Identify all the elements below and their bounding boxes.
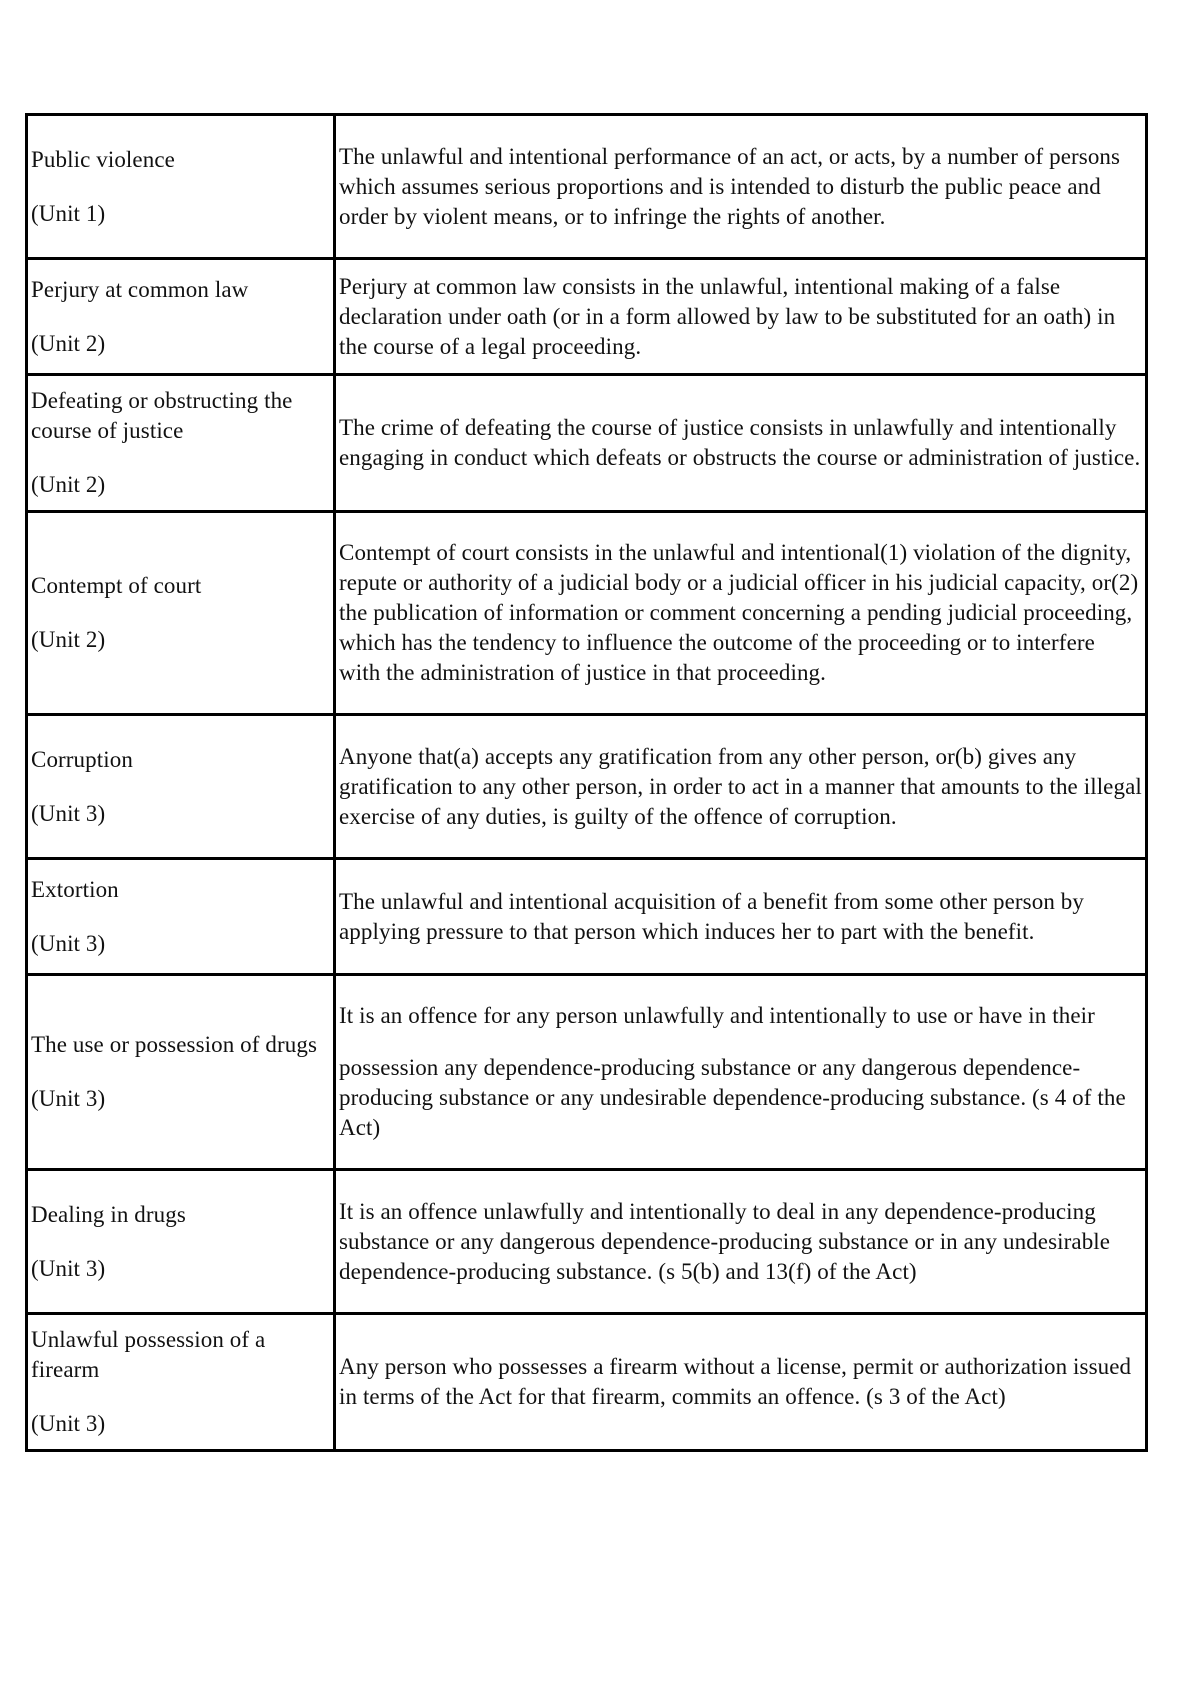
definition-cell	[335, 859, 1147, 975]
table-row	[27, 115, 1147, 259]
term-name: The use or possession of drugs	[31, 1032, 317, 1057]
term-cell	[27, 975, 335, 1170]
definition-text: Any person who possesses a firearm without a license, permit or authorization issued in terms of the Act for that firearm, commits an offence. (s 3 of the Act)	[339, 1354, 1132, 1409]
definition-text: Anyone that(a) accepts any gratification from any other person, or(b) gives any gratification to any other person, in order to act in a manner that amounts to the illegal exercise of any duties, is guilty of the offence of corruption.	[339, 743, 1142, 829]
table-row	[27, 375, 1147, 512]
definition-text: Contempt of court consists in the unlawful and intentional(1) violation of the dignity, repute or authority of a judicial body or a judicial officer in his judicial capacity, or(2) the publication of information or comment concerning a pending judicial proceeding, which has the tendency to influence the outcome of the proceeding or to interfere with the administration of justice in that proceeding.	[339, 540, 1139, 685]
term-cell	[27, 715, 335, 859]
term-unit: (Unit 3)	[31, 800, 106, 826]
table-row	[27, 1170, 1147, 1314]
definition-text: The unlawful and intentional acquisition of a benefit from some other person by applying pressure to that person which induces her to part with the benefit.	[339, 888, 1084, 944]
term-name: Perjury at common law	[31, 276, 249, 302]
term-name: Contempt of court	[31, 573, 202, 598]
table-row	[27, 1314, 1147, 1451]
term-name: Defeating or obstructing the course of justice	[31, 388, 293, 443]
definition-cell	[335, 1170, 1147, 1314]
table-row	[27, 259, 1147, 375]
term-unit: (Unit 3)	[31, 1086, 106, 1111]
term-name: Corruption	[31, 746, 133, 772]
term-cell	[27, 1314, 335, 1451]
term-cell	[27, 375, 335, 512]
term-unit: (Unit 2)	[31, 330, 106, 356]
table-row	[27, 975, 1147, 1170]
definition-text: The crime of defeating the course of justice consists in unlawfully and intentionally engaging in conduct which defeats or obstructs the course or administration of justice.	[339, 415, 1141, 470]
term-cell	[27, 259, 335, 375]
table-row	[27, 859, 1147, 975]
term-cell	[27, 859, 335, 975]
term-name: Dealing in drugs	[31, 1201, 186, 1227]
document-page	[25, 113, 1142, 1452]
term-unit: (Unit 1)	[31, 200, 106, 226]
term-name: Unlawful possession of a firearm	[31, 1327, 266, 1382]
term-unit: (Unit 2)	[31, 472, 106, 497]
definition-cell	[335, 115, 1147, 259]
definition-text: The unlawful and intentional performance of an act, or acts, by a number of persons which assumes serious proportions and is intended to disturb the public peace and order by violent means, or to infringe the rights of another.	[339, 143, 1121, 229]
term-name: Extortion	[31, 876, 119, 902]
term-cell	[27, 512, 335, 715]
table-row	[27, 512, 1147, 715]
definition-cell	[335, 259, 1147, 375]
definition-cell	[335, 375, 1147, 512]
term-cell	[27, 115, 335, 259]
definition-text: It is an offence for any person unlawfully and intentionally to use or have in their	[339, 1003, 1095, 1028]
term-unit: (Unit 3)	[31, 1255, 106, 1281]
definition-cell	[335, 975, 1147, 1170]
definition-cell	[335, 512, 1147, 715]
term-name: Public violence	[31, 146, 175, 172]
term-unit: (Unit 2)	[31, 627, 106, 652]
term-cell	[27, 1170, 335, 1314]
definition-cell	[335, 715, 1147, 859]
term-unit: (Unit 3)	[31, 930, 106, 956]
definition-text: Perjury at common law consists in the unlawful, intentional making of a false declaration under oath (or in a form allowed by law to be substituted for an oath) in the course of a legal proceeding.	[339, 273, 1116, 359]
crimes-definition-table	[25, 113, 1148, 1452]
definition-cell	[335, 1314, 1147, 1451]
term-unit: (Unit 3)	[31, 1411, 106, 1436]
table-row	[27, 715, 1147, 859]
definition-text: It is an offence unlawfully and intentionally to deal in any dependence-producing substance or any dangerous dependence-producing substance or in any undesirable dependence-producing substance. (s 5(b) and 13(f) of the Act)	[339, 1198, 1111, 1284]
definition-text: possession any dependence-producing substance or any dangerous dependence- producing substance or any undesirable dependence-producing substance. (s 4 of the Act)	[339, 1055, 1126, 1140]
